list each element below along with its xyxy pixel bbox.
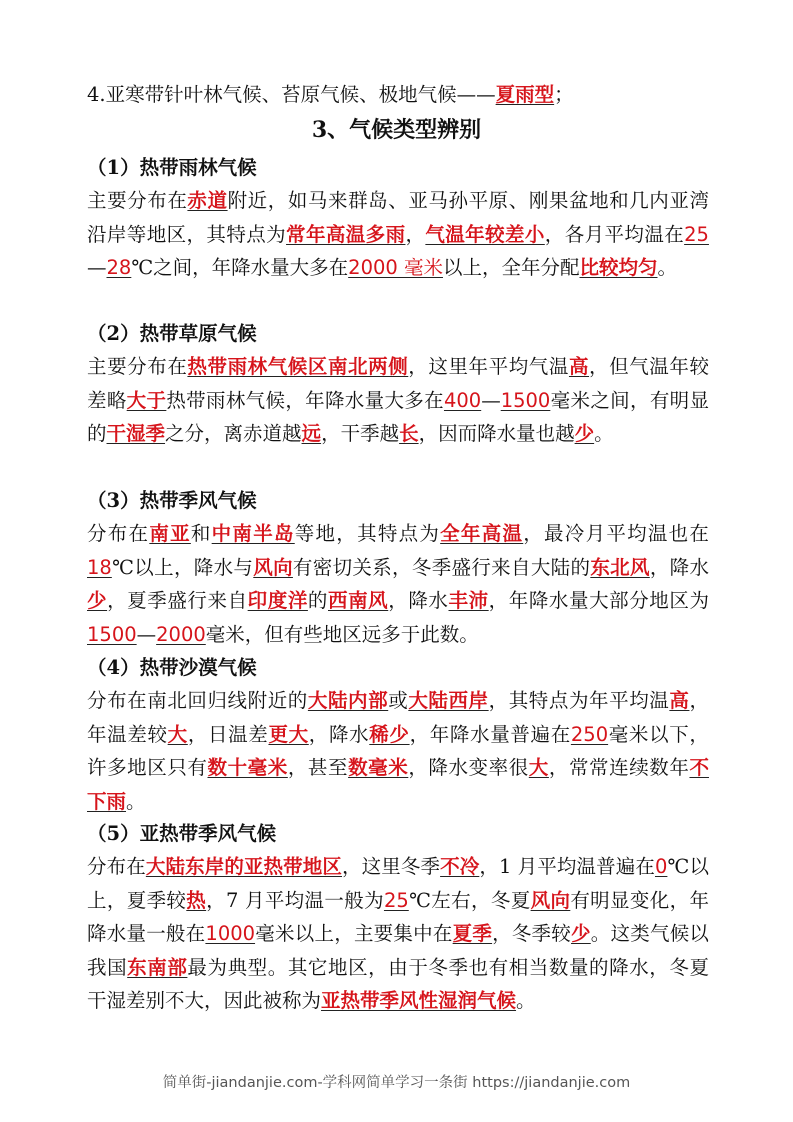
paragraph-text: 或 bbox=[388, 689, 409, 712]
paragraph-text: ，年降水量大部分地区为 bbox=[488, 589, 709, 612]
answer-text: 高 bbox=[568, 355, 590, 378]
paragraph-text: — bbox=[136, 622, 157, 646]
paragraph-text: 。这类气候以我国 bbox=[87, 922, 709, 979]
section-heading-5: （5）亚热带季风气候 bbox=[87, 822, 277, 845]
top-line bbox=[0, 80, 793, 110]
paragraph-text: 之分，离赤道越 bbox=[165, 422, 302, 445]
paragraph-text: ，因而降水量也越 bbox=[418, 422, 575, 445]
paragraph-text: ，常常连续数年 bbox=[548, 756, 690, 779]
paragraph-text: 毫米以上，主要集中在 bbox=[255, 922, 453, 945]
paragraph-text: ，降水 bbox=[649, 555, 709, 579]
top-line-text: 4.亚寒带针叶林气候、苔原气候、极地气候—— bbox=[87, 83, 496, 106]
paragraph-text: 的 bbox=[307, 589, 328, 612]
answer-text: 干湿季 bbox=[106, 422, 166, 445]
answer-text: 25 bbox=[684, 222, 709, 246]
answer-text: 少 bbox=[87, 589, 108, 612]
paragraph-text: ℃左右，冬夏 bbox=[408, 888, 531, 912]
paragraph-text: ℃之间，年降水量大多在 bbox=[131, 256, 349, 279]
top-line-answer: 夏雨型 bbox=[495, 83, 555, 106]
section-paragraph-3 bbox=[87, 517, 709, 651]
paragraph-text: ，但气温年较差略 bbox=[87, 355, 709, 412]
answer-text: 数十毫米 bbox=[207, 756, 288, 779]
paragraph-text: ，冬季较 bbox=[492, 922, 572, 945]
answer-text: 2000 bbox=[156, 622, 206, 646]
answer-text: 1000 bbox=[205, 922, 256, 945]
paragraph-text: ，这里年平均气温 bbox=[408, 355, 569, 378]
paragraph-text: — bbox=[481, 388, 501, 412]
section-heading-1: （1）热带雨林气候 bbox=[87, 156, 257, 179]
answer-text: 高 bbox=[669, 689, 690, 712]
answer-text: 大 bbox=[167, 722, 188, 746]
answer-text: 28 bbox=[106, 256, 132, 279]
section-heading-3: （3）热带季风气候 bbox=[87, 489, 257, 512]
answer-text: 中南半岛 bbox=[211, 522, 295, 545]
paragraph-text: 以上，全年分配 bbox=[442, 256, 580, 279]
paragraph-text: — bbox=[87, 256, 107, 279]
answer-text: 比较均匀 bbox=[579, 256, 658, 279]
answer-text: 大 bbox=[528, 756, 549, 779]
paragraph-text: ，降水 bbox=[388, 589, 449, 612]
section-paragraph-1 bbox=[87, 184, 709, 285]
answer-text: 常年高温多雨 bbox=[286, 222, 406, 246]
answer-text: 印度洋 bbox=[247, 589, 308, 612]
paragraph-text: ，夏季盛行来自 bbox=[107, 589, 248, 612]
paragraph-text: ，各月平均温在 bbox=[544, 222, 685, 246]
answer-text: 夏季 bbox=[452, 922, 493, 945]
paragraph-text: 等地，其特点为 bbox=[294, 522, 441, 545]
answer-text: 丰沛 bbox=[448, 589, 489, 612]
answer-text: 25 bbox=[383, 888, 409, 912]
paragraph-text: 分布在南北回归线附近的 bbox=[87, 689, 308, 712]
answer-text: 不下雨 bbox=[87, 756, 709, 813]
answer-text: 18 bbox=[87, 555, 112, 579]
answer-text: 长 bbox=[399, 422, 419, 445]
paragraph-text: ，干季越 bbox=[321, 422, 400, 445]
paragraph-text: 有明显变化，年降水量一般在 bbox=[87, 888, 709, 945]
section-paragraph-5 bbox=[87, 850, 709, 1018]
paragraph-text: 毫米，但有些地区远多于此数。 bbox=[205, 622, 479, 646]
section-title: 3、气候类型辨别 bbox=[311, 117, 482, 143]
paragraph-text: 。 bbox=[657, 256, 678, 279]
answer-text: 1500 bbox=[500, 388, 551, 412]
answer-text: 赤道 bbox=[187, 189, 228, 212]
answer-text: 400 bbox=[443, 388, 482, 412]
answer-text: 亚热带季风性湿润气候 bbox=[321, 989, 517, 1012]
paragraph-text: 热带雨林气候，年降水量大多在 bbox=[166, 388, 444, 412]
answer-text: 西南风 bbox=[328, 589, 389, 612]
section-heading-4: （4）热带沙漠气候 bbox=[87, 656, 257, 679]
answer-text: 南亚 bbox=[149, 522, 191, 545]
paragraph-text: 和 bbox=[190, 522, 212, 545]
page-footer: 简单街-jiandanjie.com-学科网简单学习一条街 https://jiandanjie.com bbox=[162, 1075, 631, 1091]
paragraph-text: ，降水 bbox=[308, 722, 370, 746]
paragraph-text: 毫米之间，有明显的 bbox=[87, 388, 709, 445]
paragraph-text: 有密切关系，冬季盛行来自大陆的 bbox=[292, 555, 591, 579]
paragraph-text: 分布在 bbox=[87, 855, 146, 878]
paragraph-text: ，1 月平均温普遍在 bbox=[479, 855, 655, 878]
answer-text: 全年高温 bbox=[440, 522, 524, 545]
paragraph-text: ，这里冬季 bbox=[342, 855, 441, 878]
paragraph-text: ，日温差 bbox=[187, 722, 269, 746]
paragraph-text: ，甚至 bbox=[287, 756, 349, 779]
answer-text: 不冷 bbox=[440, 855, 480, 878]
paragraph-text: 主要分布在 bbox=[87, 189, 188, 212]
answer-text: 2000 毫米 bbox=[348, 256, 443, 279]
answer-text: 稀少 bbox=[369, 722, 410, 746]
answer-text: 大陆内部 bbox=[307, 689, 389, 712]
answer-text: 风向 bbox=[253, 555, 293, 579]
answer-text: 0 bbox=[654, 855, 668, 878]
answer-text: 风向 bbox=[530, 888, 571, 912]
paragraph-text: 。 bbox=[126, 789, 146, 813]
section-paragraph-4 bbox=[87, 684, 709, 818]
answer-text: 大陆西岸 bbox=[408, 689, 489, 712]
paragraph-text: 附近，如马来群岛、亚马孙平原、刚果盆地和几内亚湾沿岸等地区，其特点为 bbox=[87, 189, 709, 246]
answer-text: 大陆东岸的亚热带地区 bbox=[145, 855, 343, 878]
paragraph-text: ，7 月平均温一般为 bbox=[206, 888, 384, 912]
paragraph-text: 最为典型。其它地区，由于冬季也有相当数量的降水，冬夏干湿差别不大，因此被称为 bbox=[87, 955, 709, 1012]
answer-text: 远 bbox=[301, 422, 322, 445]
paragraph-text: 。 bbox=[594, 422, 614, 445]
paragraph-text: 分布在 bbox=[87, 522, 150, 545]
answer-text: 1500 bbox=[87, 622, 137, 646]
paragraph-text: ，降水变率很 bbox=[408, 756, 529, 779]
paragraph-text: ℃以上，夏季较 bbox=[87, 855, 709, 912]
paragraph-text: 毫米以下，许多地区只有 bbox=[87, 722, 709, 779]
answer-text: 气温年较差小 bbox=[425, 222, 545, 246]
answer-text: 数毫米 bbox=[348, 756, 409, 779]
answer-text: 东北风 bbox=[590, 555, 650, 579]
answer-text: 大于 bbox=[126, 388, 167, 412]
paragraph-text: ℃以上，降水与 bbox=[111, 555, 254, 579]
paragraph-text: ，其特点为年平均温 bbox=[488, 689, 670, 712]
paragraph-text: 主要分布在 bbox=[87, 355, 188, 378]
answer-text: 热 bbox=[186, 888, 207, 912]
answer-text: 更大 bbox=[268, 722, 309, 746]
section-heading-2: （2）热带草原气候 bbox=[87, 322, 257, 345]
answer-text: 东南部 bbox=[127, 955, 188, 979]
paragraph-text: ， bbox=[405, 222, 426, 246]
paragraph-text: 。 bbox=[516, 989, 536, 1012]
top-line-suffix: ； bbox=[554, 83, 574, 106]
answer-text: 少 bbox=[574, 422, 595, 445]
answer-text: 250 bbox=[570, 722, 609, 746]
section-paragraph-2 bbox=[87, 350, 709, 451]
paragraph-text: ，最冷月平均温也在 bbox=[523, 522, 709, 545]
paragraph-text: ，年降水量普遍在 bbox=[409, 722, 571, 746]
paragraph-text: ，年温差较 bbox=[87, 689, 709, 746]
answer-text: 热带雨林气候区南北两侧 bbox=[187, 355, 409, 378]
answer-text: 少 bbox=[571, 922, 591, 945]
